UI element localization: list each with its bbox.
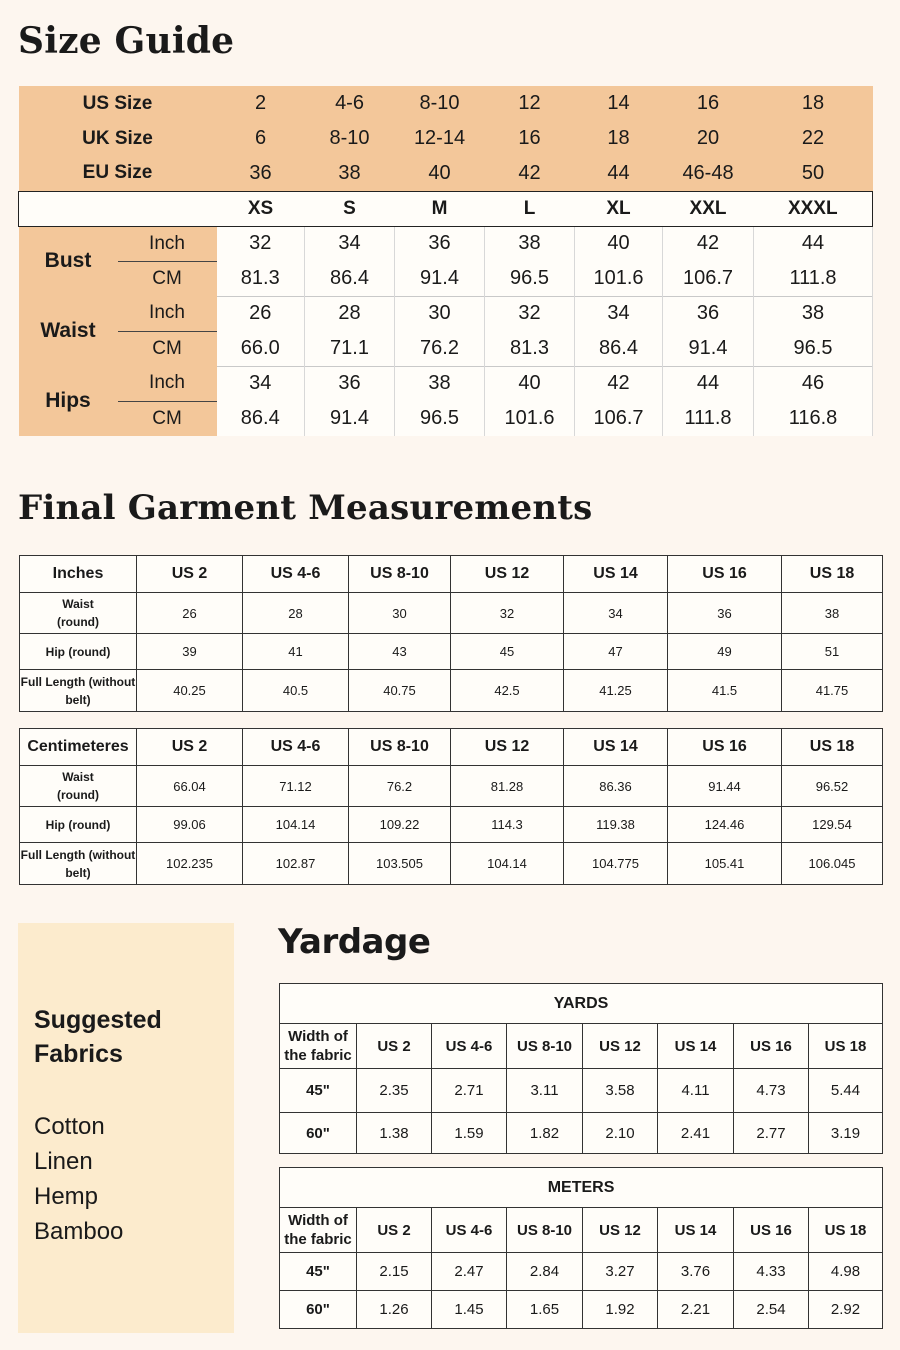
meters-table	[279, 1167, 883, 1329]
size-guide-title: Size Guide	[18, 20, 235, 62]
measure-value: 106.7	[663, 261, 754, 296]
yardage-title: Yardage	[278, 922, 431, 962]
size-cell: 4-6	[305, 86, 395, 121]
yardage-value: 2.15	[357, 1253, 432, 1291]
fabric-width-label: 45"	[280, 1253, 357, 1291]
yardage-header-row	[280, 1024, 883, 1069]
yardage-value: 3.27	[583, 1253, 658, 1291]
measure-value: 116.8	[754, 401, 873, 436]
measure-value: 34	[305, 226, 395, 261]
measure-name: Waist	[19, 296, 118, 366]
garment-size-header: US 4-6	[243, 556, 349, 593]
yardage-row	[280, 1291, 883, 1329]
measure-value: 36	[305, 366, 395, 401]
garment-corner-label: Centimeteres	[20, 729, 137, 766]
garment-row-label	[20, 634, 137, 670]
yardage-size-header: US 8-10	[507, 1024, 583, 1069]
garment-value: 91.44	[668, 766, 782, 807]
garment-row-label-line2: belt)	[65, 692, 91, 707]
garment-size-header: US 14	[564, 556, 668, 593]
garment-value: 86.36	[564, 766, 668, 807]
letter-size-cell: XXXL	[754, 191, 873, 226]
garment-row-label	[20, 670, 137, 712]
measure-value: 34	[575, 296, 663, 331]
yardage-value: 4.98	[809, 1253, 883, 1291]
letter-size-cell: M	[395, 191, 485, 226]
measure-value: 91.4	[663, 331, 754, 366]
measure-value: 101.6	[485, 401, 575, 436]
garment-value: 102.87	[243, 843, 349, 885]
yardage-value: 2.84	[507, 1253, 583, 1291]
yardage-value: 4.73	[734, 1069, 809, 1113]
garment-row	[20, 843, 883, 885]
yardage-value: 3.58	[583, 1069, 658, 1113]
yards-caption: YARDS	[280, 984, 883, 1024]
yardage-value: 1.82	[507, 1113, 583, 1154]
measure-value: 38	[395, 366, 485, 401]
size-cell: 12-14	[395, 121, 485, 156]
garment-value: 45	[451, 634, 564, 670]
fabric-item: Bamboo	[34, 1218, 124, 1245]
yardage-size-header: US 14	[658, 1024, 734, 1069]
width-of-fabric-label	[280, 1208, 357, 1253]
garment-value: 34	[564, 593, 668, 634]
garment-value: 42.5	[451, 670, 564, 712]
fabric-width-label: 60"	[280, 1113, 357, 1154]
garment-row-label	[20, 843, 137, 885]
yardage-value: 2.10	[583, 1113, 658, 1154]
measure-value: 101.6	[575, 261, 663, 296]
measure-value: 40	[575, 226, 663, 261]
yardage-size-header: US 14	[658, 1208, 734, 1253]
measure-value: 44	[663, 366, 754, 401]
measure-value: 34	[217, 366, 305, 401]
measure-value: 30	[395, 296, 485, 331]
meters-caption: METERS	[280, 1168, 883, 1208]
measure-value: 38	[485, 226, 575, 261]
measure-value: 91.4	[305, 401, 395, 436]
garment-row-label-line2: (round)	[57, 788, 99, 802]
size-cell: 16	[663, 86, 754, 121]
yardage-value: 3.76	[658, 1253, 734, 1291]
size-cell: 16	[485, 121, 575, 156]
yardage-size-header: US 12	[583, 1208, 658, 1253]
garment-row	[20, 593, 883, 634]
fabric-item: Hemp	[34, 1183, 99, 1210]
yardage-value: 1.65	[507, 1291, 583, 1329]
garment-header-row	[20, 556, 883, 593]
garment-size-header: US 8-10	[349, 729, 451, 766]
garment-value: 114.3	[451, 807, 564, 843]
measure-value: 86.4	[575, 331, 663, 366]
measure-value: 46	[754, 366, 873, 401]
size-cell: 18	[575, 121, 663, 156]
width-label-line1: Width of	[288, 1028, 348, 1045]
letter-size-row	[19, 191, 873, 226]
garment-inches-table	[19, 555, 883, 712]
yardage-value: 3.19	[809, 1113, 883, 1154]
yards-table	[279, 983, 883, 1154]
measure-value: 66.0	[217, 331, 305, 366]
garment-value: 105.41	[668, 843, 782, 885]
measure-value: 111.8	[754, 261, 873, 296]
garment-value: 39	[137, 634, 243, 670]
garment-value: 32	[451, 593, 564, 634]
yardage-size-header: US 2	[357, 1024, 432, 1069]
yardage-value: 2.92	[809, 1291, 883, 1329]
measure-value: 76.2	[395, 331, 485, 366]
garment-value: 38	[782, 593, 883, 634]
size-cell: 50	[754, 156, 873, 191]
size-cell: 40	[395, 156, 485, 191]
unit-inch-label: Inch	[118, 226, 217, 261]
garment-size-header: US 16	[668, 729, 782, 766]
measure-value: 96.5	[485, 261, 575, 296]
garment-size-header: US 12	[451, 729, 564, 766]
size-cell: 8-10	[305, 121, 395, 156]
yardage-size-header: US 18	[809, 1024, 883, 1069]
letter-size-cell: XXL	[663, 191, 754, 226]
unit-inch-label: Inch	[118, 296, 217, 331]
size-cell: 46-48	[663, 156, 754, 191]
final-measurements-title: Final Garment Measurements	[18, 488, 593, 528]
size-row-eu	[19, 156, 873, 191]
garment-value: 36	[668, 593, 782, 634]
unit-inch-label: Inch	[118, 366, 217, 401]
size-row-us	[19, 86, 873, 121]
garment-value: 124.46	[668, 807, 782, 843]
measure-name: Hips	[19, 366, 118, 436]
size-row-label: UK Size	[19, 121, 217, 156]
measure-value: 96.5	[754, 331, 873, 366]
garment-value: 102.235	[137, 843, 243, 885]
measure-value: 106.7	[575, 401, 663, 436]
yardage-value: 3.11	[507, 1069, 583, 1113]
garment-value: 119.38	[564, 807, 668, 843]
measure-value: 81.3	[217, 261, 305, 296]
garment-row	[20, 634, 883, 670]
yardage-row	[280, 1069, 883, 1113]
yardage-value: 2.71	[432, 1069, 507, 1113]
garment-value: 104.14	[243, 807, 349, 843]
measure-value: 42	[663, 226, 754, 261]
fabric-item: Linen	[34, 1148, 93, 1175]
yardage-value: 2.35	[357, 1069, 432, 1113]
size-cell: 44	[575, 156, 663, 191]
garment-value: 51	[782, 634, 883, 670]
size-guide-table	[18, 86, 873, 436]
size-cell: 2	[217, 86, 305, 121]
fabric-width-label: 60"	[280, 1291, 357, 1329]
letter-size-cell: L	[485, 191, 575, 226]
size-cell: 12	[485, 86, 575, 121]
garment-value: 71.12	[243, 766, 349, 807]
garment-value: 41.5	[668, 670, 782, 712]
letter-size-cell: XL	[575, 191, 663, 226]
yardage-size-header: US 8-10	[507, 1208, 583, 1253]
yardage-size-header: US 16	[734, 1024, 809, 1069]
garment-row-label-line1: Full Length (without	[20, 674, 136, 689]
garment-value: 30	[349, 593, 451, 634]
garment-row-label	[20, 593, 137, 634]
size-cell: 14	[575, 86, 663, 121]
garment-corner-label: Inches	[20, 556, 137, 593]
measure-value: 96.5	[395, 401, 485, 436]
fabrics-title-line1: Suggested	[34, 1006, 162, 1034]
measure-inch-row	[19, 366, 873, 401]
yardage-value: 2.77	[734, 1113, 809, 1154]
measure-value: 38	[754, 296, 873, 331]
yardage-caption-row	[280, 1168, 883, 1208]
garment-size-header: US 18	[782, 729, 883, 766]
width-of-fabric-label	[280, 1024, 357, 1069]
size-cell: 42	[485, 156, 575, 191]
yardage-caption-row	[280, 984, 883, 1024]
garment-cm-table	[19, 728, 883, 885]
fabrics-list	[34, 1109, 234, 1249]
yardage-header-row	[280, 1208, 883, 1253]
letter-size-cell: S	[305, 191, 395, 226]
measure-cm-row	[19, 331, 873, 366]
measure-value: 44	[754, 226, 873, 261]
garment-value: 66.04	[137, 766, 243, 807]
measure-name: Bust	[19, 226, 118, 296]
yardage-row	[280, 1113, 883, 1154]
yardage-value: 1.26	[357, 1291, 432, 1329]
measure-value: 91.4	[395, 261, 485, 296]
measure-inch-row	[19, 296, 873, 331]
garment-header-row	[20, 729, 883, 766]
width-label-line1: Width of	[288, 1212, 348, 1229]
measure-value: 111.8	[663, 401, 754, 436]
unit-cm-label: CM	[118, 401, 217, 436]
garment-size-header: US 2	[137, 556, 243, 593]
measure-cm-row	[19, 261, 873, 296]
suggested-fabrics-panel	[18, 923, 234, 1333]
unit-cm-label: CM	[118, 331, 217, 366]
measure-value: 40	[485, 366, 575, 401]
garment-value: 40.5	[243, 670, 349, 712]
size-cell: 20	[663, 121, 754, 156]
size-cell: 6	[217, 121, 305, 156]
measure-value: 86.4	[217, 401, 305, 436]
garment-value: 40.75	[349, 670, 451, 712]
unit-cm-label: CM	[118, 261, 217, 296]
yardage-value: 1.38	[357, 1113, 432, 1154]
garment-size-header: US 2	[137, 729, 243, 766]
measure-value: 36	[663, 296, 754, 331]
garment-row-label-line1: Hip (round)	[45, 817, 111, 832]
measure-inch-row	[19, 226, 873, 261]
yardage-value: 2.41	[658, 1113, 734, 1154]
garment-value: 41.75	[782, 670, 883, 712]
measure-value: 71.1	[305, 331, 395, 366]
garment-size-header: US 14	[564, 729, 668, 766]
width-label-line2: the fabric	[284, 1047, 352, 1064]
letter-size-cell: XS	[217, 191, 305, 226]
fabric-item: Cotton	[34, 1113, 105, 1140]
letter-size-blank	[19, 191, 217, 226]
garment-value: 26	[137, 593, 243, 634]
measure-value: 81.3	[485, 331, 575, 366]
garment-row-label-line1: Hip (round)	[45, 644, 111, 659]
garment-row-label-line2: belt)	[65, 865, 91, 880]
measure-cm-row	[19, 401, 873, 436]
garment-value: 104.775	[564, 843, 668, 885]
yardage-value: 2.54	[734, 1291, 809, 1329]
yardage-size-header: US 12	[583, 1024, 658, 1069]
measure-value: 32	[217, 226, 305, 261]
garment-value: 47	[564, 634, 668, 670]
garment-row-label-line1: Waist	[62, 770, 94, 784]
yardage-row	[280, 1253, 883, 1291]
measure-value: 86.4	[305, 261, 395, 296]
size-cell: 22	[754, 121, 873, 156]
fabric-width-label: 45"	[280, 1069, 357, 1113]
garment-value: 49	[668, 634, 782, 670]
garment-size-header: US 18	[782, 556, 883, 593]
garment-row-label	[20, 766, 137, 807]
yardage-value: 2.47	[432, 1253, 507, 1291]
garment-value: 40.25	[137, 670, 243, 712]
garment-row-label-line2: (round)	[57, 615, 99, 629]
width-label-line2: the fabric	[284, 1231, 352, 1248]
measure-value: 28	[305, 296, 395, 331]
yardage-value: 1.45	[432, 1291, 507, 1329]
garment-size-header: US 8-10	[349, 556, 451, 593]
garment-row	[20, 807, 883, 843]
garment-value: 41	[243, 634, 349, 670]
garment-value: 28	[243, 593, 349, 634]
yardage-size-header: US 4-6	[432, 1024, 507, 1069]
fabrics-title	[34, 1003, 234, 1071]
garment-value: 99.06	[137, 807, 243, 843]
yardage-value: 1.59	[432, 1113, 507, 1154]
garment-row	[20, 766, 883, 807]
yardage-value: 2.21	[658, 1291, 734, 1329]
size-row-uk	[19, 121, 873, 156]
garment-value: 109.22	[349, 807, 451, 843]
garment-value: 103.505	[349, 843, 451, 885]
garment-value: 129.54	[782, 807, 883, 843]
garment-value: 76.2	[349, 766, 451, 807]
size-cell: 8-10	[395, 86, 485, 121]
garment-row-label	[20, 807, 137, 843]
yardage-value: 4.33	[734, 1253, 809, 1291]
yardage-value: 1.92	[583, 1291, 658, 1329]
size-cell: 36	[217, 156, 305, 191]
yardage-value: 4.11	[658, 1069, 734, 1113]
garment-value: 106.045	[782, 843, 883, 885]
garment-value: 41.25	[564, 670, 668, 712]
size-row-label: EU Size	[19, 156, 217, 191]
garment-row	[20, 670, 883, 712]
size-cell: 38	[305, 156, 395, 191]
measure-value: 36	[395, 226, 485, 261]
yardage-size-header: US 16	[734, 1208, 809, 1253]
measure-value: 26	[217, 296, 305, 331]
garment-value: 81.28	[451, 766, 564, 807]
garment-value: 104.14	[451, 843, 564, 885]
garment-row-label-line1: Full Length (without	[20, 847, 136, 862]
size-cell: 18	[754, 86, 873, 121]
garment-size-header: US 12	[451, 556, 564, 593]
garment-row-label-line1: Waist	[62, 597, 94, 611]
measure-value: 42	[575, 366, 663, 401]
fabrics-title-line2: Fabrics	[34, 1040, 123, 1068]
garment-value: 43	[349, 634, 451, 670]
garment-size-header: US 4-6	[243, 729, 349, 766]
size-row-label: US Size	[19, 86, 217, 121]
garment-size-header: US 16	[668, 556, 782, 593]
yardage-size-header: US 4-6	[432, 1208, 507, 1253]
garment-value: 96.52	[782, 766, 883, 807]
yardage-value: 5.44	[809, 1069, 883, 1113]
yardage-size-header: US 18	[809, 1208, 883, 1253]
yardage-size-header: US 2	[357, 1208, 432, 1253]
measure-value: 32	[485, 296, 575, 331]
